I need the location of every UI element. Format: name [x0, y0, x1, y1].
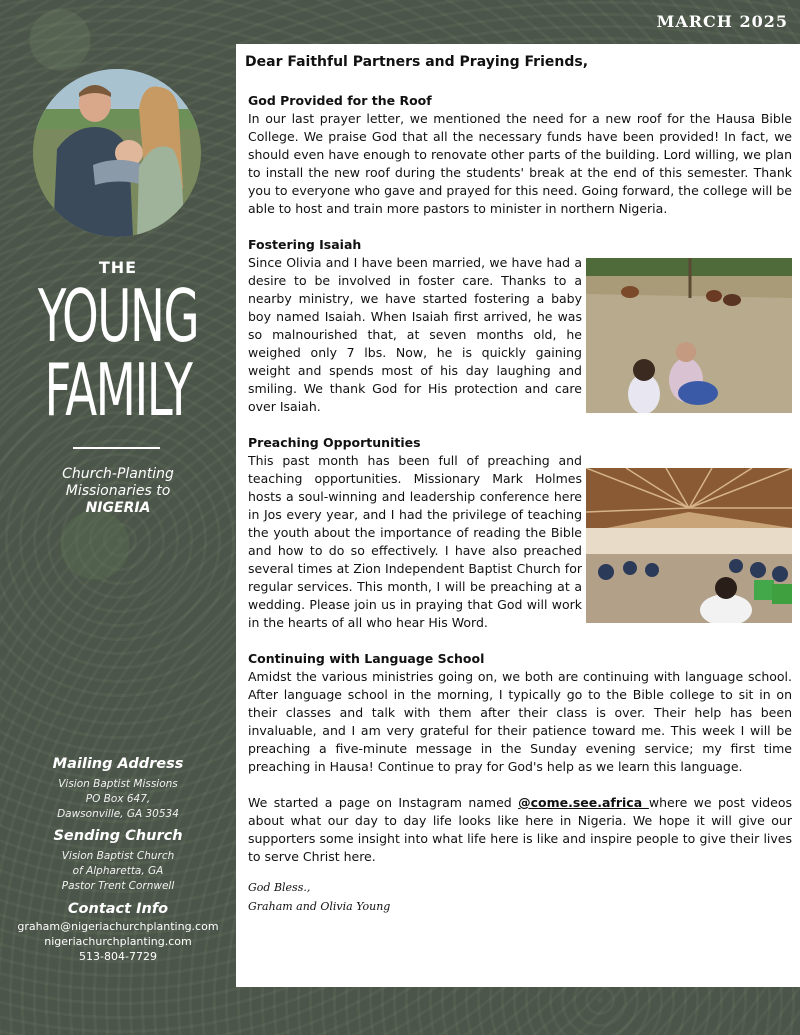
mailing-address-line: PO Box 647, [85, 793, 151, 805]
instagram-text-post: where we post videos about what our day to day life looks like here in Nigeria. We hope it will give our supporters some insight into what life here is like and inspire people to give their lives to serve Christ here. [248, 795, 792, 864]
family-photo [33, 69, 201, 237]
tagline-line-2: Missionaries to [65, 483, 171, 499]
section-title: Fostering Isaiah [248, 237, 362, 252]
foster-photo [586, 258, 792, 413]
signoff [248, 878, 792, 916]
letter-body [236, 44, 800, 987]
title-the: THE [98, 258, 138, 277]
tagline [0, 466, 236, 517]
sidebar [0, 0, 236, 1035]
section-title: Preaching Opportunities [248, 435, 421, 450]
instagram-paragraph [248, 794, 792, 866]
church-photo [586, 468, 792, 623]
foster-photo-illustration [586, 258, 792, 413]
section-body: Amidst the various ministries going on, we both are continuing with language school. After language school in the morning, I typically go to the Bible college to sit in on their classes and talk with them after their class is over. Their help has been invaluable, and I am very grateful for their patience toward me. This week I will be preaching a five-minute message in the Sunday evening service; my first time preaching in Hausa! Continue to pray for God's help as we learn this language. [248, 669, 792, 774]
instagram-handle-link[interactable]: @come.see.africa [518, 795, 649, 810]
letter-greeting: Dear Faithful Partners and Praying Friends, [245, 54, 589, 70]
section-body: In our last prayer letter, we mentioned the need for a new roof for the Hausa Bible College. We praise God that all the necessary funds have been provided! In fact, we should even have enough to renovate other parts of the building. Lord willing, we plan to install the new roof during the students' break at the end of this semester. Thank you to everyone who gave and prayed for this need. Going forward, the college will be able to host and train more pastors to minister in northern Nigeria. [248, 111, 792, 216]
mailing-address-line: Vision Baptist Missions [58, 778, 178, 790]
sending-church-heading: Sending Church [53, 828, 183, 844]
section-roof [248, 92, 792, 218]
section-title: Continuing with Language School [248, 651, 485, 666]
contact-info-heading: Contact Info [67, 901, 169, 917]
sending-church-line: Pastor Trent Cornwell [61, 880, 175, 892]
contact-website[interactable]: nigeriachurchplanting.com [44, 935, 192, 948]
section-body: This past month has been full of preaching and teaching opportunities. Missionary Mark Holmes hosts a soul-winning and leadership conference here in Jos every year, and I had the privilege of teaching the youth about the importance of reading the Bible and how to do so effectively. I have also preached several times at Zion Independent Baptist Church for regular services. This month, I will be preaching at a wedding. Please join us in praying that God will work in the hearts of all who hear His Word. [248, 453, 582, 630]
tagline-country: NIGERIA [85, 500, 151, 516]
family-photo-illustration [33, 69, 201, 237]
sending-church-line: Vision Baptist Church [61, 850, 175, 862]
section-title: God Provided for the Roof [248, 93, 432, 108]
section-body: Since Olivia and I have been married, we have had a desire to be involved in foster care. Thanks to a nearby ministry, we have started fostering a baby boy named Isaiah. When Isaiah first arrived, he was so malnourished that, at seven months old, he weighed only 7 lbs. Now, he is quickly gaining weight and spends most of his day laughing and smiling. We thank God for His protection and care over Isaiah. [248, 255, 582, 414]
section-fostering [248, 236, 792, 416]
section-language-school [248, 650, 792, 776]
contact-phone: 513-804-7729 [79, 950, 157, 963]
mailing-address-heading: Mailing Address [52, 756, 184, 772]
church-photo-illustration [586, 468, 792, 623]
contact-email[interactable]: graham@nigeriachurchplanting.com [17, 920, 219, 933]
closing-line: God Bless., [248, 881, 311, 894]
signature-line: Graham and Olivia Young [248, 900, 391, 913]
section-preaching [248, 434, 792, 632]
tagline-line-1: Church-Planting [62, 466, 174, 482]
sending-church-line: of Alpharetta, GA [72, 865, 164, 877]
newsletter-date: MARCH 2025 [656, 12, 788, 31]
title-divider [73, 447, 160, 449]
title-young: YOUNG [37, 274, 199, 358]
title-family: FAMILY [44, 348, 192, 432]
instagram-text-pre: We started a page on Instagram named [248, 795, 519, 810]
mailing-address-line: Dawsonville, GA 30534 [57, 808, 179, 820]
